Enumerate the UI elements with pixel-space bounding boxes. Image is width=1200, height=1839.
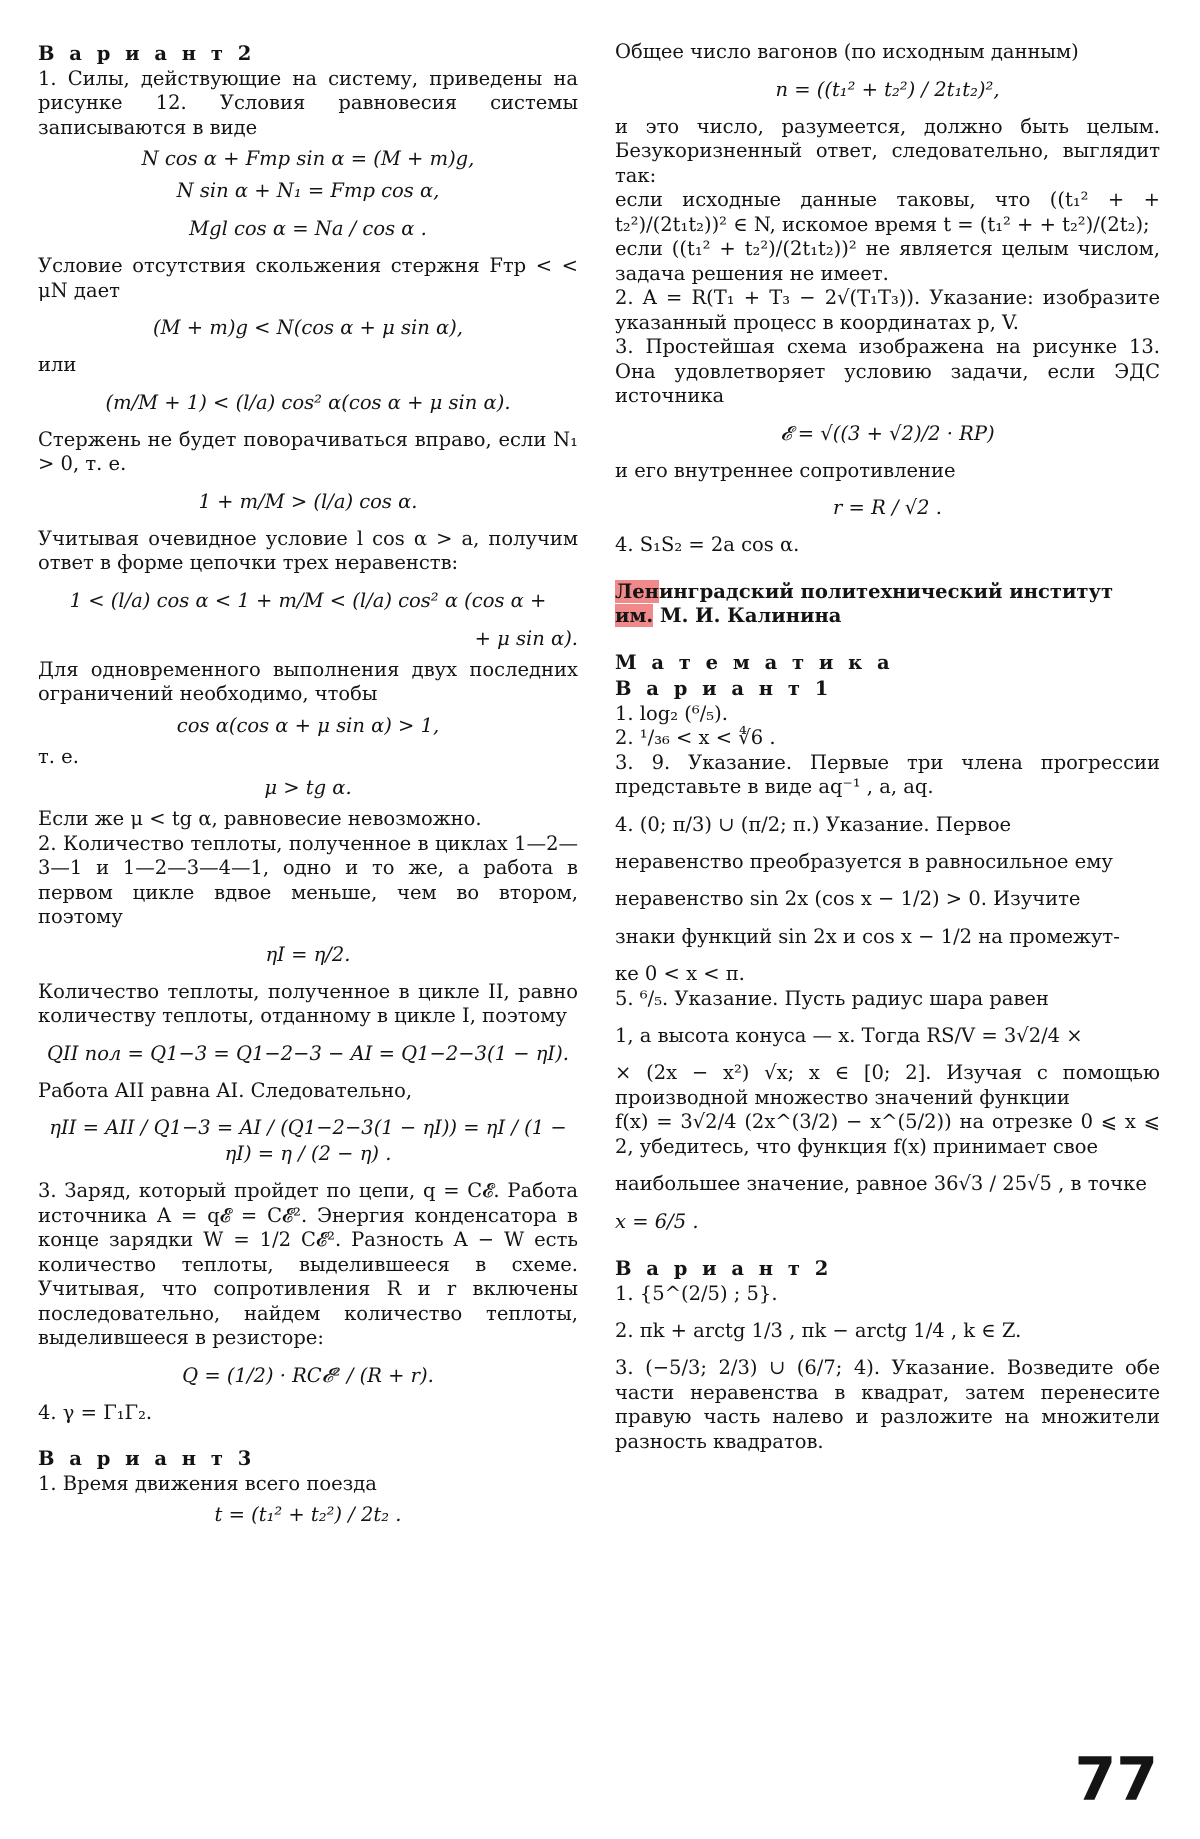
formula: 1 < (l/a) cos α < 1 + m/M < (l/a) cos² α (cos α + bbox=[69, 588, 547, 612]
variant-2-heading: В а р и а н т 2 bbox=[38, 42, 256, 65]
answer-5: 5. ⁶/₅. Указание. Пусть радиус шара равен bbox=[615, 986, 1049, 1010]
paragraph: если ((t₁² + t₂²)/(2t₁t₂))² не является целым числом, задача решения не имеет. bbox=[615, 237, 1160, 285]
formula: Q = (1/2) · RC𝓔² / (R + r). bbox=[182, 1363, 434, 1387]
paragraph: f(x) = 3√2/4 (2x^(3/2) − x^(5/2)) на отрезке 0 ⩽ x ⩽ 2, убедитесь, что функция f(x) принимает свое bbox=[615, 1110, 1160, 1158]
paragraph: неравенство преобразуется в равносильное ему bbox=[615, 849, 1113, 873]
paragraph: 1. Время движения всего поезда bbox=[38, 1471, 377, 1495]
formula: ηI = η/2. bbox=[265, 942, 351, 966]
answer-1: 1. {5^(2/5) ; 5}. bbox=[615, 1281, 778, 1305]
answer-3: 3. (−5/3; 2/3) ∪ (6/7; 4). Указание. Возведите обе части неравенства в квадрат, затем перенесите правую часть налево и разложите на множители разность квадратов. bbox=[615, 1356, 1160, 1453]
formula: x = 6/5 . bbox=[615, 1210, 699, 1233]
paragraph: Количество теплоты, полученное в цикле II, равно количеству теплоты, отданному в цикле I, поэтому bbox=[38, 979, 578, 1027]
formula: Mgl cos α = Na / cos α . bbox=[189, 217, 427, 240]
paragraph: Если же μ < tg α, равновесие невозможно. bbox=[38, 807, 482, 830]
formula: n = ((t₁² + t₂²) / 2t₁t₂)², bbox=[775, 77, 1000, 101]
highlight-mark: им. bbox=[615, 604, 654, 627]
formula: QII пол = Q1−3 = Q1−2−3 − AI = Q1−2−3(1 − ηI). bbox=[47, 1041, 569, 1065]
right-column bbox=[615, 40, 1160, 1454]
variant-3-heading: В а р и а н т 3 bbox=[38, 1447, 256, 1470]
problem-4-text: 4. S₁S₂ = 2a cos α. bbox=[615, 533, 800, 556]
answer-4: 4. (0; π/3) ∪ (π/2; π.) Указание. Первое bbox=[615, 812, 1012, 836]
paragraph: Условие отсутствия скольжения стержня Fтр < < μN дает bbox=[38, 254, 578, 302]
paragraph: Для одновременного выполнения двух последних ограничений необходимо, чтобы bbox=[38, 657, 578, 705]
paragraph: и это число, разумеется, должно быть целым. Безукоризненный ответ, следовательно, выглядит так: bbox=[615, 114, 1160, 187]
paragraph: неравенство sin 2x (cos x − 1/2) > 0. Изучите bbox=[615, 887, 1081, 910]
formula: r = R / √2 . bbox=[833, 496, 942, 519]
paragraph: Стержень не будет поворачиваться вправо, если N₁ > 0, т. е. bbox=[38, 427, 578, 475]
paragraph: × (2x − x²) √x; x ∈ [0; 2]. Изучая с помощью производной множество значений функции bbox=[615, 1061, 1160, 1109]
paragraph: Учитывая очевидное условие l cos α > a, получим ответ в форме цепочки трех неравенств: bbox=[38, 526, 578, 574]
answer-1: 1. log₂ (⁶/₅). bbox=[615, 701, 728, 725]
answer-2: 2. πk + arctg 1/3 , πk − arctg 1/4 , k ∈ Z. bbox=[615, 1319, 1022, 1342]
formula: (M + m)g < N(cos α + μ sin α), bbox=[153, 316, 463, 339]
formula: N sin α + N₁ = Fтр cos α, bbox=[176, 179, 440, 202]
formula: N cos α + Fтр sin α = (M + m)g, bbox=[141, 147, 475, 170]
paragraph: и его внутреннее сопротивление bbox=[615, 458, 956, 482]
paragraph: наибольшее значение, равное 36√3 / 25√5 , в точке bbox=[615, 1172, 1147, 1195]
formula: cos α(cos α + μ sin α) > 1, bbox=[176, 713, 440, 737]
highlight-mark: Лен bbox=[615, 579, 659, 603]
problem-2-text: 2. A = R(T₁ + T₃ − 2√(T₁T₃)). Указание: изобразите указанный процесс в координатах p, V. bbox=[615, 286, 1160, 334]
paragraph: знаки функций sin 2x и cos x − 1/2 на промежут- bbox=[615, 925, 1120, 948]
institute-title-text: инградский политехнический институт bbox=[658, 579, 1114, 603]
paragraph: если исходные данные таковы, что ((t₁² + + t₂²)/(2t₁t₂))² ∈ N, искомое время t = (t₁² + + t₂²)/(2t₂); bbox=[615, 188, 1160, 236]
paragraph: 1, а высота конуса — x. Тогда RS/V = 3√2/4 × bbox=[615, 1024, 1083, 1047]
problem-4-text: 4. γ = Γ₁Γ₂. bbox=[38, 1400, 153, 1424]
formula: μ > tg α. bbox=[264, 776, 352, 799]
formula: 𝓔 = √((3 + √2)/2 · RP) bbox=[780, 421, 995, 445]
math-heading: М а т е м а т и к а bbox=[615, 650, 894, 674]
answer-3: 3. 9. Указание. Первые три члена прогрессии представьте в виде aq⁻¹ , a, aq. bbox=[615, 750, 1160, 798]
formula: + μ sin α). bbox=[474, 626, 578, 650]
paragraph: Общее число вагонов (по исходным данным) bbox=[615, 40, 1079, 63]
problem-2-text: 2. Количество теплоты, полученное в циклах 1—2—3—1 и 1—2—3—4—1, одно и то же, а работа в первом цикле вдвое меньше, чем во втором, поэтому bbox=[38, 831, 578, 928]
paragraph: или bbox=[38, 353, 77, 376]
problem-3-text: 3. Простейшая схема изображена на рисунке 13. Она удовлетворяет условию задачи, если ЭДС источника bbox=[615, 335, 1160, 407]
formula: (m/M + 1) < (l/a) cos² α(cos α + μ sin α). bbox=[105, 390, 511, 414]
page-number: 77 bbox=[1074, 1745, 1158, 1815]
variant-1-heading: В а р и а н т 1 bbox=[615, 677, 833, 700]
institute-title bbox=[615, 580, 1160, 629]
formula: ηII = AII / Q1−3 = AI / (Q1−2−3(1 − ηI)) = ηI / (1 − ηI) = η / (2 − η) . bbox=[49, 1116, 567, 1165]
formula: 1 + m/M > (l/a) cos α. bbox=[198, 489, 418, 513]
paragraph: Работа AII равна AI. Следовательно, bbox=[38, 1078, 413, 1102]
problem-3-text: 3. Заряд, который пройдет по цепи, q = C𝓔. Работа источника A = q𝓔 = C𝓔². Энергия конденсатора в конце зарядки W = 1/2 C𝓔². Разность A − W есть количество теплоты, выделившееся в схеме. Учитывая, что сопротивления R и r включены последовательно, найдем количество теплоты, выделившееся в резисторе: bbox=[38, 1179, 578, 1349]
left-column bbox=[38, 40, 578, 1534]
problem-1-text: 1. Силы, действующие на систему, приведены на рисунке 12. Условия равновесия системы записываются в виде bbox=[38, 66, 578, 139]
paragraph: т. е. bbox=[38, 744, 79, 768]
formula: t = (t₁² + t₂²) / 2t₂ . bbox=[214, 1503, 402, 1526]
variant-2-heading: В а р и а н т 2 bbox=[615, 1257, 833, 1280]
paragraph: ке 0 < x < π. bbox=[615, 962, 745, 985]
institute-title-text: М. И. Калинина bbox=[653, 604, 842, 627]
answer-2: 2. ¹/₃₆ < x < ∜6 . bbox=[615, 726, 776, 749]
